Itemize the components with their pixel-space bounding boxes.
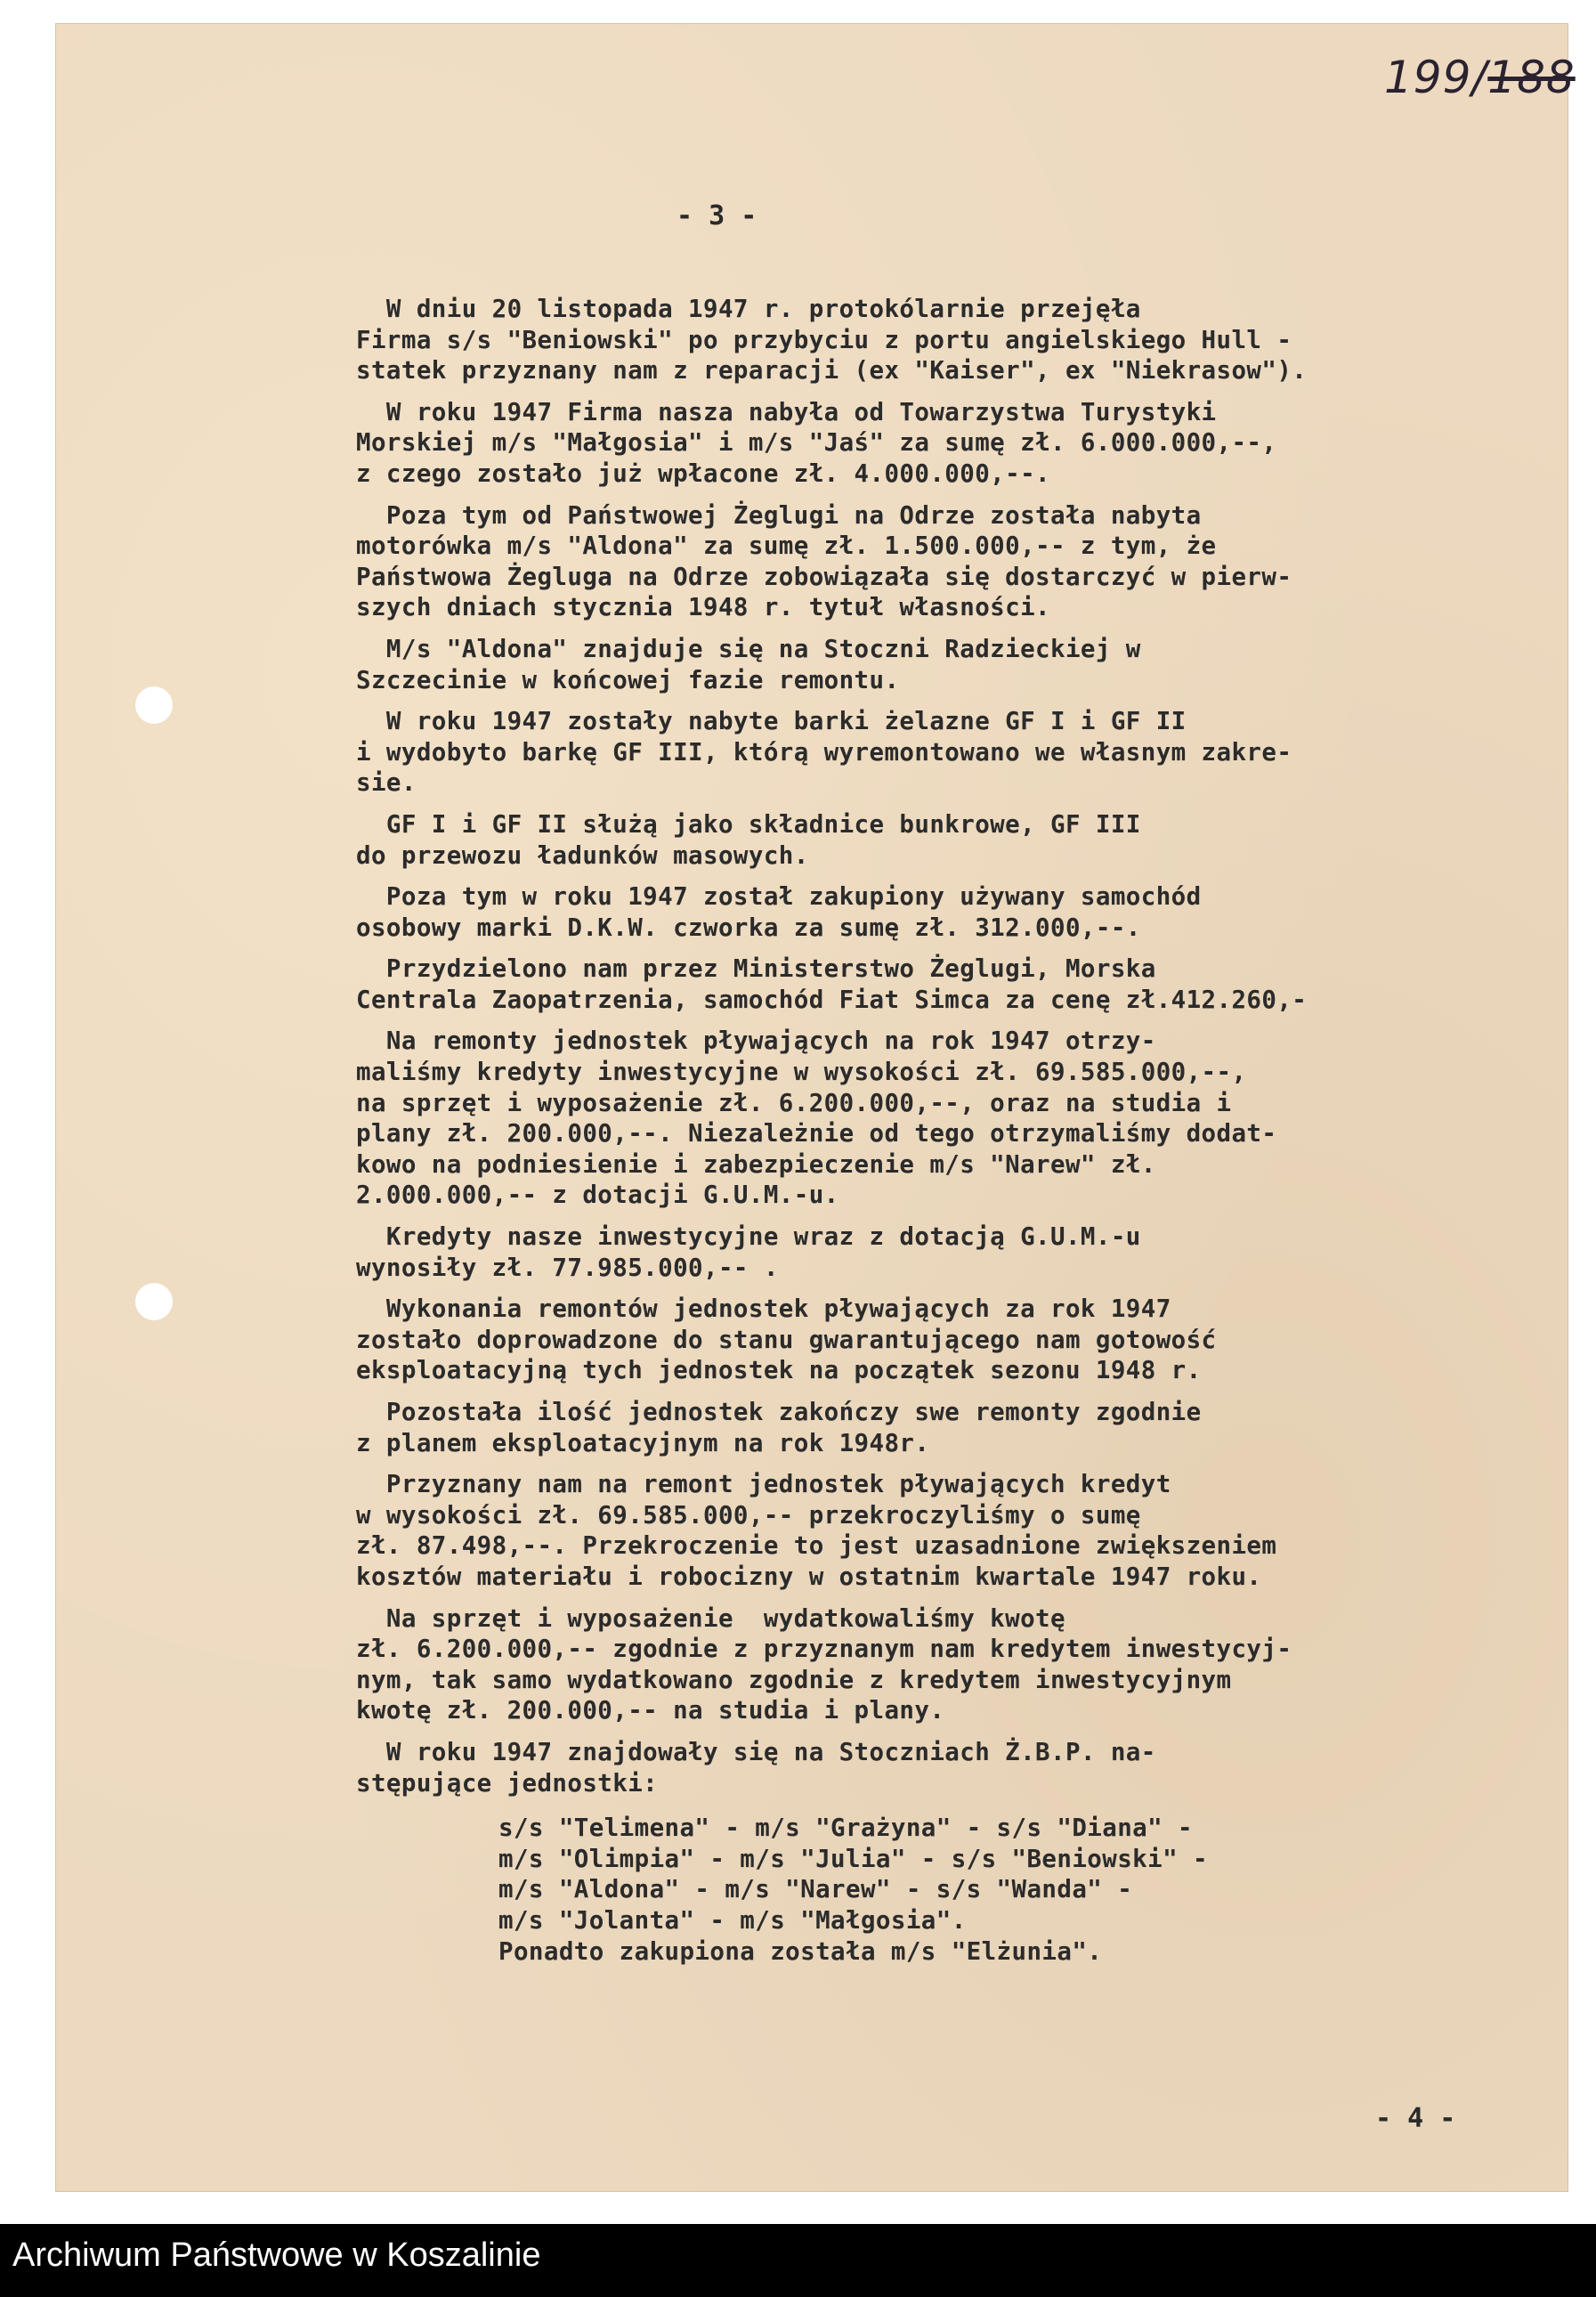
archive-page-number: 199/188 — [1384, 52, 1576, 103]
text-line: do przewozu ładunków masowych. — [356, 840, 809, 870]
text-line: Na remonty jednostek pływających na rok 1947 otrzy- — [356, 1027, 1156, 1056]
punch-hole — [135, 1283, 173, 1320]
paragraph — [356, 954, 1549, 1015]
text-line: i wydobyto barkę GF III, którą wyremontowano we własnym zakre- — [356, 737, 1292, 767]
ship-list-line: m/s "Olimpia" - m/s "Julia" - s/s "Beniowski" - — [498, 1844, 1208, 1873]
text-line: W roku 1947 znajdowały się na Stoczniach Ż.B.P. na- — [356, 1737, 1156, 1766]
text-line: Szczecinie w końcowej fazie remontu. — [356, 665, 900, 694]
paragraph — [356, 1469, 1549, 1592]
text-line: W roku 1947 Firma nasza nabyła od Towarzystwa Turystyki — [356, 397, 1217, 426]
text-line: sie. — [356, 768, 417, 798]
archive-page-current: 199 — [1384, 52, 1472, 103]
archive-page-old: 188 — [1487, 52, 1576, 103]
text-line: nym, tak samo wydatkowano zgodnie z kredytem inwestycyjnym — [356, 1665, 1232, 1694]
ship-list-line: m/s "Jolanta" - m/s "Małgosia". — [498, 1905, 967, 1935]
next-page-marker: - 4 - — [1375, 2103, 1456, 2134]
text-line: maliśmy kredyty inwestycyjne w wysokości zł. 69.585.000,--, — [356, 1058, 1247, 1087]
text-line: Pozostała ilość jednostek zakończy swe remonty zgodnie — [356, 1398, 1202, 1426]
paragraph — [356, 397, 1549, 490]
text-line: Na sprzęt i wyposażenie wydatkowaliśmy kwotę — [356, 1603, 1065, 1633]
text-line: zł. 87.498,--. Przekroczenie to jest uzasadnione zwiększeniem — [356, 1531, 1277, 1561]
text-line: szych dniach stycznia 1948 r. tytuł własności. — [356, 593, 1050, 622]
text-line: Poza tym w roku 1947 został zakupiony używany samochód — [356, 882, 1202, 912]
text-line: na sprzęt i wyposażenie zł. 6.200.000,--, oraz na studia i — [356, 1088, 1232, 1117]
text-line: Przydzielono nam przez Ministerstwo Żeglugi, Morska — [356, 954, 1156, 984]
text-line: z planem eksploatacyjnym na rok 1948r. — [356, 1428, 930, 1457]
text-line: 2.000.000,-- z dotacji G.U.M.-u. — [356, 1181, 839, 1210]
paragraph — [356, 1737, 1549, 1798]
text-line: M/s "Aldona" znajduje się na Stoczni Radzieckiej w — [356, 634, 1141, 663]
document-body — [356, 294, 1549, 1967]
paragraph — [356, 500, 1549, 623]
text-line: Morskiej m/s "Małgosia" i m/s "Jaś" za sumę zł. 6.000.000,--, — [356, 428, 1277, 458]
text-line: statek przyznany nam z reparacji (ex "Kaiser", ex "Niekrasow"). — [356, 356, 1308, 386]
text-line: plany zł. 200.000,--. Niezależnie od tego otrzymaliśmy dodat- — [356, 1119, 1277, 1148]
paragraph — [356, 706, 1549, 799]
text-line: Poza tym od Państwowej Żeglugi na Odrze została nabyta — [356, 500, 1202, 530]
text-line: motorówka m/s "Aldona" za sumę zł. 1.500.000,-- z tym, że — [356, 532, 1217, 561]
text-line: Wykonania remontów jednostek pływających za rok 1947 — [356, 1295, 1171, 1324]
paragraph — [356, 1294, 1549, 1386]
text-line: wynosiły zł. 77.985.000,-- . — [356, 1253, 779, 1282]
text-line: GF I i GF II służą jako składnice bunkrowe, GF III — [356, 809, 1141, 839]
text-line: stępujące jednostki: — [356, 1768, 659, 1798]
paragraph — [356, 294, 1549, 386]
text-line: w wysokości zł. 69.585.000,-- przekroczyliśmy o sumę — [356, 1500, 1141, 1530]
paragraph — [356, 881, 1549, 943]
text-line: kosztów materiału i robocizny w ostatnim kwartale 1947 roku. — [356, 1562, 1262, 1591]
punch-hole — [135, 686, 173, 724]
text-line: osobowy marki D.K.W. czworka za sumę zł. 312.000,--. — [356, 913, 1141, 942]
text-line: W dniu 20 listopada 1947 r. protokólarnie przejęła — [356, 295, 1141, 323]
archive-footer — [0, 2224, 1596, 2297]
paragraph — [356, 809, 1549, 871]
paragraph — [356, 1026, 1549, 1211]
ship-list-line: m/s "Aldona" - m/s "Narew" - s/s "Wanda" - — [498, 1875, 1133, 1904]
text-line: eksploatacyjną tych jednostek na początek sezonu 1948 r. — [356, 1356, 1202, 1385]
text-line: zł. 6.200.000,-- zgodnie z przyznanym nam kredytem inwestycyj- — [356, 1635, 1292, 1664]
text-line: z czego zostało już wpłacone zł. 4.000.000,--. — [356, 459, 1050, 488]
paragraph — [356, 1603, 1549, 1726]
text-line: zostało doprowadzone do stanu gwarantującego nam gotowość — [356, 1325, 1217, 1354]
ship-list-line: s/s "Telimena" - m/s "Grażyna" - s/s "Diana" - — [498, 1814, 1193, 1843]
page-number: - 3 - — [676, 200, 757, 231]
text-line: kowo na podniesienie i zabezpieczenie m/s "Narew" zł. — [356, 1149, 1156, 1179]
text-line: Kredyty nasze inwestycyjne wraz z dotacją G.U.M.-u — [356, 1222, 1141, 1252]
paragraph — [356, 634, 1549, 695]
text-line: W roku 1947 zostały nabyte barki żelazne GF I i GF II — [356, 707, 1187, 736]
text-line: kwotę zł. 200.000,-- na studia i plany. — [356, 1696, 945, 1725]
ship-list — [498, 1813, 1549, 1967]
text-line: Centrala Zaopatrzenia, samochód Fiat Simca za cenę zł.412.260,- — [356, 985, 1308, 1014]
paragraph — [356, 1222, 1549, 1283]
archive-name: Archiwum Państwowe w Koszalinie — [12, 2236, 541, 2274]
ship-list-line: Ponadto zakupiona została m/s "Elżunia". — [498, 1936, 1103, 1966]
paragraph — [356, 1397, 1549, 1458]
text-line: Firma s/s "Beniowski" po przybyciu z portu angielskiego Hull - — [356, 325, 1292, 354]
text-line: Państwowa Żegluga na Odrze zobowiązała się dostarczyć w pierw- — [356, 562, 1292, 591]
text-line: Przyznany nam na remont jednostek pływających kredyt — [356, 1470, 1171, 1499]
